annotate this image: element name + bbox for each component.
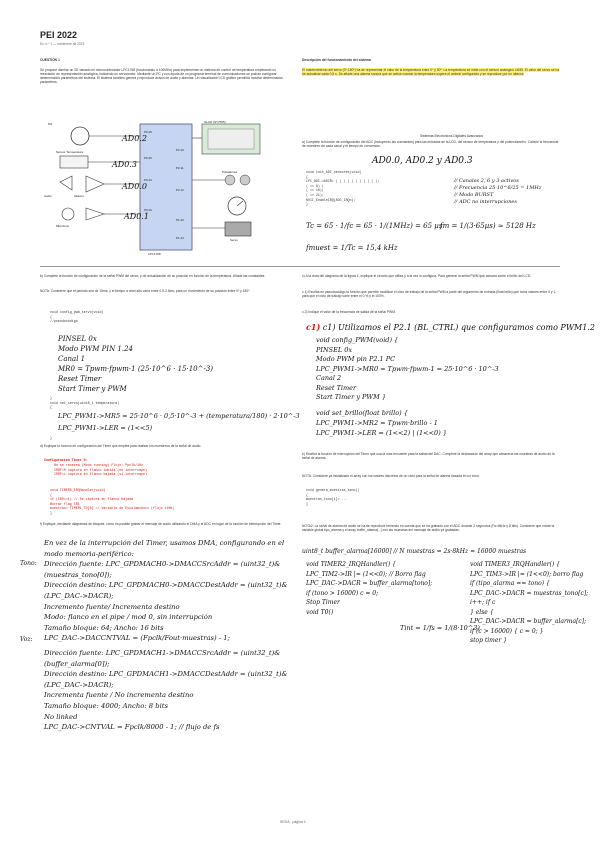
handwritten-c1-answer: c1) c1) Utilizamos el P2.1 (BL_CTRL) que configuramos como PWM1.2 — [306, 322, 595, 332]
label-servo: Servo — [230, 238, 238, 242]
button-symbol — [225, 175, 235, 185]
code-set-servo: } void set_servo(uint8_t temperatura) { — [50, 396, 120, 410]
amplifier-symbol — [86, 176, 104, 192]
question-c2: c.2) Indique el valor de la frecuencia de salida de la señal PWM. — [302, 310, 396, 314]
question-b-note: NOTA: Considere que el periodo sea de 15ms, y el tiempo a nivel alto varía entre 0.5-2.5ms, para un movimiento de su posición entre 0º y 180º. — [40, 289, 251, 293]
question-e-note: NOTA: Considere ya inicializado el array con los valores discretos de un ciclo para la señal de alarma basada en un tono: — [302, 474, 480, 478]
question-e: e) Escriba la función de interrupción del Timer que usa la más frecuente para la salida del DAC. Complete la declaración del array que almacena las muestras de audio de la señal de alarma. — [302, 452, 555, 461]
system-diagram — [40, 118, 290, 258]
pin-label: P2.12 — [176, 188, 184, 192]
handwritten-tint: Tint = 1/fs = 1/(8·10^3) — [400, 624, 480, 632]
timer-config-label: Configuración Timer 0: — [44, 458, 88, 462]
timer-config-code: No se resetea (Modo running) Flujo: Ppclk/1Hz IRRF=0 captura en flanco subida (no interrumpe) IRRF=1 captura en flanco bajada (si interrumpe) — [54, 463, 147, 477]
handwritten-calculation: Tc = 65 · 1/fc = 65 · 1/(1MHz) = 65 µs — [306, 222, 443, 230]
label-motor: M1 — [48, 122, 53, 126]
handwritten-buffer-decl: uint8_t buffer_alarma[16000] // N muestras = 2s·8kHz = 16000 muestras — [302, 548, 527, 555]
pin-label: P0.24 — [144, 178, 152, 182]
label-sensor: Sensor Temperatura — [56, 150, 84, 154]
intro-paragraph: Se propone diseñar un SE basado en microcontrolador LPC1768 (funcionando a 100MHz) para implementar un sistema de control de temperatura empleando un mezclador de representación analógica, indicando un servomotor. Mediante un PC y con ayuda de un programa terminal de comunicaciones se podrán configurar determinados parámetros del sistema. El sistema también genera y reproduce avisos de audio y alarmas. Un visualizador LCD gráfico permitirá mostrar determinados parámetros. — [40, 68, 283, 85]
mcu-block — [140, 124, 192, 250]
question-f: f) Explique, mediante diagramas de bloques, cómo es posible grabar el mensaje de audio utilizando el DMA y el ADC en lugar de la función de interrupción del Timer. — [40, 522, 282, 526]
code-config-pwm: void config_pwm_servo(void) { //pseudocódigo — [50, 310, 104, 324]
handwritten-timer3-irq: void TIMER3_IRQHandler() { LPC_TIM3->IR |= (1<<0); borro flag if (tipo_alarma == tono) { LPC_DAC->DACR = muestras_tono[c]; i++; if c } else { LPC_DAC->DACR = buffer_alarma[c]; if (c > 16000) { c = 0; } stop timer } — [470, 561, 589, 644]
label-audio: Audio — [44, 194, 52, 198]
pin-label: P0.26 — [144, 130, 152, 134]
preamp-symbol — [86, 208, 104, 220]
handwritten-calculation: fm = 1/(3·65µs) ≈ 5128 Hz — [440, 222, 536, 230]
description-paragraph: El mantenimiento del servo (0º-180º) ha de representar el valor de la temperatura entre 0º y 50º. La temperatura se mide con el sensor analógico LM35. El valor del servo se ha de actualizar cada 0,5 s. Se añade una alarma sonora que se activa cuando la temperatura supera el umbral configurado y se reproduce por un altavoz. — [302, 68, 560, 77]
microphone-symbol — [62, 208, 74, 220]
label-glcd: GLCD (ST7565) — [204, 120, 226, 124]
label-buttons: Pulsadores — [222, 170, 238, 174]
divider — [40, 266, 560, 267]
handwritten-ad-channels: AD0.0, AD0.2 y AD0.3 — [372, 156, 473, 166]
handwritten-calculation: fmuest = 1/Tc = 15,4 kHz — [306, 244, 398, 252]
question-label: CUESTIÓN 1 — [40, 58, 60, 62]
handwritten-timer2-irq: void TIMER2_IRQHandler() { LPC_TIM2->IR |= (1<<0); // Borro flag LPC_DAC->DACR = buffer_alarma[tono]; if (tono > 16000) c = 0; Stop Timer void T0() — [306, 561, 433, 616]
handwritten-set-servo: LPC_PWM1->MR5 = 25·10^6 · 0,5·10^-3 + (temperatura/180) · 2·10^-3 LPC_PWM1->LER = (1<<5) — [58, 412, 300, 432]
mcu-label: LPC1768 — [148, 252, 161, 256]
servo-symbol — [225, 222, 251, 236]
motor-symbol — [71, 127, 89, 145]
question-e-note2: NOTA2: La señal de alarma de audio se ha de reproducir teniendo en cuenta que se ha grabado con el ADC durante 2 segundos (Fs=8kHz y 8 bits). Considere que existe la variable global tipo_alarma y el array buffer_alarma[...] con las muestras del mensaje de audio ya grabadas. — [302, 524, 555, 533]
handwritten-set-brillo: void set_brillo(float brillo) { LPC_PWM1->MR2 = Tpwm·brillo - 1 LPC_PWM1->LER = (1<<2) | (1<<0) } — [316, 409, 447, 437]
label-microphone: Microfono — [56, 224, 70, 228]
question-b: b) Complete la función de configuración de la señal PWM del servo, y de actualización de su posición en función de la temperatura. Añada las constantes. — [40, 274, 266, 278]
description-title: Descripción del funcionamiento del sistema — [302, 58, 371, 62]
handwritten-adc-comments: // Canales 2, 6 y 3 activos // Frecuencia 25·10^6/25 = 1MHz // Modo BURST // ADC no interrupciones — [454, 178, 542, 205]
speaker-symbol — [60, 176, 72, 190]
page-footer: SEDA · página 1 — [280, 820, 306, 824]
pin-label: P1.24 — [176, 236, 184, 240]
question-c: c) A la vista del diagrama de la figura 1, explique el circuito que utiliza y a la vez lo configura. Para generar la señal PWM que actuará sobre el brillo del LCD. — [302, 274, 532, 278]
diagram-svg — [40, 118, 290, 258]
label-speaker: Altavoz — [74, 194, 84, 198]
handwritten-ad-label: AD0.3 — [112, 160, 137, 169]
code-irq-handler: void TIMER0_IRQHandler(void) { if (CR0==1) // Se captura en flanco bajada Borrar flag CR1 muestras= TIMER1_T0[0] // Variable de Escalamiento (flujo 10Hz) } — [50, 488, 175, 515]
page-title: PEI 2022 — [40, 30, 78, 40]
pin-label: P0.25 — [144, 156, 152, 160]
handwritten-dma-answer: En vez de la interrupción del Timer, usamos DMA, configurando en el modo memoria-periférico: Dirección fuente: LPC_GPDMACH0->DMACCSrcAddr = (uint32_t)&(muestras_tono[0]); Dirección destino: LPC_GPDMACH0->DMACCDestAddr = (uint32_t)&(LPC_DAC->DACR); Incremento fuente/ Incrementa destino Modo: flanco en el pipe / mod 0, sin interrupción Tamaño bloque: 64; Ancho: 16 bits LPC_DAC->DACCNTVAL = (Fpclk/Fout·muestras) - 1; Dirección fuente: LPC_GPDMACH1->DMACCSrcAddr = (uint32_t)&(buffer_alarma[0]); Dirección destino: LPC_GPDMACH1->DMACCDestAddr = (uint32_t)&(LPC_DAC->DACR); Incrementa fuente / No incrementa destino Tamaño bloque: 4000; Ancho: 8 bits No linked LPC_DAC->CNTVAL = Fpclk/8000 - 1; // flujo de fs — [44, 539, 288, 732]
pin-label: P1.20 — [176, 218, 184, 222]
pin-label: P2.11 — [176, 166, 184, 170]
handwritten-tag-tono: Tono: — [20, 560, 37, 567]
glcd-screen — [208, 129, 254, 149]
code-init-adc: void init_ADC_sensores(void) { LPC_ADC->ADCR= ( ) | ( ) | ( ) | ( ); ( << 8) | ( << 16)| ( << 21); NVIC_EnableIRQ(ADC_IRQn); } — [306, 170, 380, 207]
course-reference: Sistemas Electrónicos Digitales Avanzados — [420, 134, 483, 138]
page-subtitle: Ex. n.º 1 — noviembre de 2023 — [40, 42, 85, 46]
question-d: d) Explique la función de configuración del Timer que emplea para realizar los muestreos de la señal de audio. — [40, 444, 202, 448]
handwritten-ad-label: AD0.0 — [122, 182, 147, 191]
code-genera-muestras: void genera_muestras_seno() { muestras_tono[i]= ... } — [306, 488, 360, 506]
pin-label: P2.10 — [176, 148, 184, 152]
handwritten-ad-label: AD0.1 — [124, 212, 149, 221]
button-symbol — [240, 175, 250, 185]
handwritten-tag-voz: Voz: — [20, 636, 33, 643]
handwritten-pwm-config: PINSEL 0x Modo PWM PIN 1.24 Canal 1 MR0 = Tpwm·fpwm·1 (25·10^6 · 15·10^-3) Reset Timer Start Timer y PWM — [58, 335, 214, 393]
code-brace: } — [50, 436, 52, 440]
pin-label: P0.23 — [144, 208, 152, 212]
handwritten-config-pwm: void config_PWM(void) { PINSEL 0x Modo PWM pin P2.1 PC LPC_PWM1->MR0 = Tpwm·fpwm-1 = 25·10^6 · 10^-3 Canal 2 Reset Timer Start Timer y PWM } — [316, 336, 499, 401]
handwritten-ad-label: AD0.2 — [122, 134, 147, 143]
question-a: a) Complete la función de configuración del ADC (incluyendo las constantes) para las entradas de la LCD, del sensor de temperatura y del potenciómetro. Calcule la frecuencia de muestreo de cada canal y el tiempo de conversión. — [302, 140, 559, 149]
sensor-block — [60, 156, 88, 168]
question-c1: c.1) Escriba en pseudocódigo la función que permite modificar el ciclo de trabajo de la señal PWM a partir del argumento de entrada (float brillo) que toma valores entre 0 y 1, para que el ciclo de trabajo varíe entre el 0 % y el 100%. — [302, 290, 557, 299]
